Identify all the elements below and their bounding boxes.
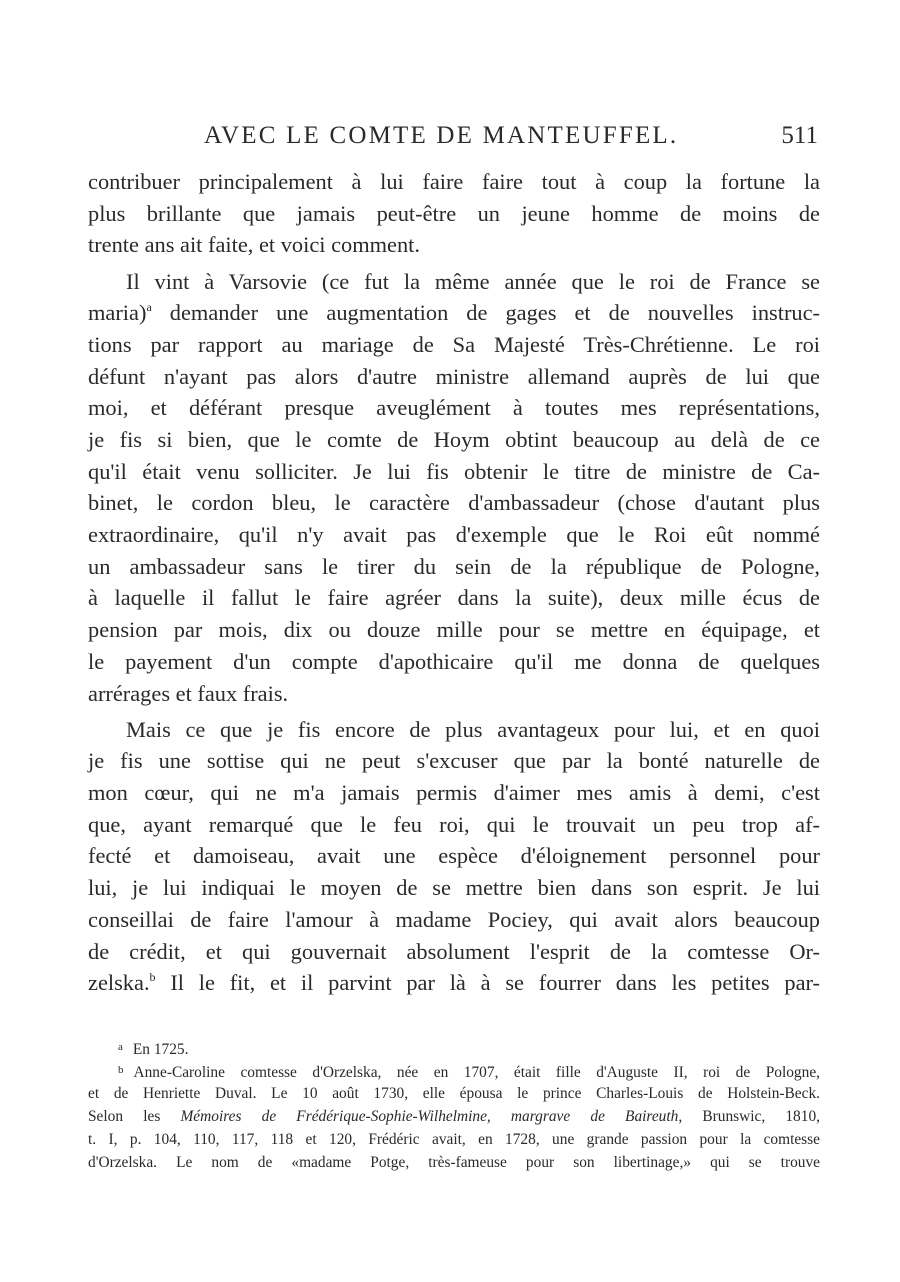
text-fragment: maria) <box>88 300 147 326</box>
footnote-marker: b <box>118 1064 124 1076</box>
footnote-b <box>88 1059 820 1082</box>
footnote-ref-b[interactable]: b <box>149 970 156 985</box>
text-line: je fis si bien, que le comte de Hoym obtint beaucoup au delà de ce <box>88 427 820 452</box>
footnote-ref-a[interactable]: a <box>146 300 152 315</box>
footnote-line <box>88 1105 820 1128</box>
text-line: extraordinaire, qu'il n'y avait pas d'exemple que le Roi eût nommé <box>88 522 820 548</box>
text-line: le payement d'un compte d'apothicaire qu'il me donna de quelques <box>88 648 820 674</box>
text-line: lui, je lui indiquai le moyen de se mettre bien dans son esprit. Je lui <box>88 875 820 901</box>
footnote-text: Anne-Caroline comtesse d'Orzelska, née en 1707, était fille d'Auguste II, roi de Pologne, <box>133 1064 820 1081</box>
text-line <box>88 967 820 999</box>
text-fragment: demander une augmentation de gages et de nouvelles instruc- <box>151 300 820 326</box>
text-line: pension par mois, dix ou douze mille pour se mettre en équipage, et <box>88 617 820 643</box>
paragraph-1 <box>88 166 820 261</box>
text-line: défunt n'ayant pas alors d'autre ministre allemand auprès de lui que <box>88 363 820 389</box>
text-line: qu'il était venu solliciter. Je lui fis obtenir le titre de ministre de Ca- <box>88 458 820 484</box>
text-line: trente ans ait faite, et voici comment. <box>88 232 421 258</box>
page-number: 511 <box>781 122 818 149</box>
text-line <box>88 297 820 329</box>
text-line: tions par rapport au mariage de Sa Majesté Très-Chrétienne. Le roi <box>88 331 820 357</box>
text-line: mon cœur, qui ne m'a jamais permis d'aimer mes amis à demi, c'est <box>88 780 820 806</box>
text-line: fecté et damoiseau, avait une espèce d'éloignement personnel pour <box>88 843 820 869</box>
main-text <box>88 166 820 999</box>
paragraph-2 <box>88 266 820 710</box>
text-line: un ambassadeur sans le tirer du sein de la république de Pologne, <box>88 553 820 579</box>
footnotes <box>88 1036 820 1174</box>
running-title: AVEC LE COMTE DE MANTEUFFEL. <box>204 122 679 149</box>
text-line: moi, et déférant presque aveuglément à toutes mes représentations, <box>88 395 820 421</box>
footnote-line: t. I, p. 104, 110, 117, 118 et 120, Frédéric avait, en 1728, une grande passion pour la comtesse <box>88 1131 820 1148</box>
text-line: de crédit, et qui gouvernait absolument l'esprit de la comtesse Or- <box>88 938 820 964</box>
text-fragment: Selon les <box>88 1108 181 1125</box>
text-line: à laquelle il fallut le faire agréer dans la suite), deux mille écus de <box>88 585 820 611</box>
footnote-marker: a <box>118 1041 123 1053</box>
text-line: contribuer principalement à lui faire faire tout à coup la fortune la <box>88 169 820 194</box>
text-line: Mais ce que je fis encore de plus avantageux pour lui, et en quoi <box>126 716 820 742</box>
text-line: binet, le cordon bleu, le caractère d'ambassadeur (chose d'autant plus <box>88 490 820 516</box>
book-title: Mémoires de Frédérique-Sophie-Wilhelmine, margrave de Baireuth, <box>180 1108 683 1125</box>
text-fragment: zelska. <box>88 970 150 996</box>
text-line: plus brillante que jamais peut-être un jeune homme de moins de <box>88 200 820 226</box>
running-header <box>88 120 820 156</box>
paragraph-3 <box>88 714 820 999</box>
text-line: Il vint à Varsovie (ce fut la même année que le roi de France se <box>126 268 820 294</box>
text-line: arrérages et faux frais. <box>88 680 289 706</box>
text-fragment: Il le fit, et il parvint par là à se fourrer dans les petites par- <box>155 970 820 996</box>
footnote-text: En 1725. <box>132 1041 189 1058</box>
text-line: je fis une sottise qui ne peut s'excuser que par la bonté naturelle de <box>88 748 820 774</box>
text-fragment: Brunswic, 1810, <box>682 1108 820 1125</box>
text-line: conseillai de faire l'amour à madame Pociey, qui avait alors beaucoup <box>88 906 820 932</box>
text-line: que, ayant remarqué que le feu roi, qui le trouvait un peu trop af- <box>88 811 820 837</box>
footnote-line: et de Henriette Duval. Le 10 août 1730, elle épousa le prince Charles-Louis de Holstein-Beck. <box>88 1085 820 1102</box>
footnote-line: d'Orzelska. Le nom de «madame Potge, très-fameuse pour son libertinage,» qui se trouve <box>88 1154 820 1171</box>
footnote-a <box>88 1036 820 1059</box>
